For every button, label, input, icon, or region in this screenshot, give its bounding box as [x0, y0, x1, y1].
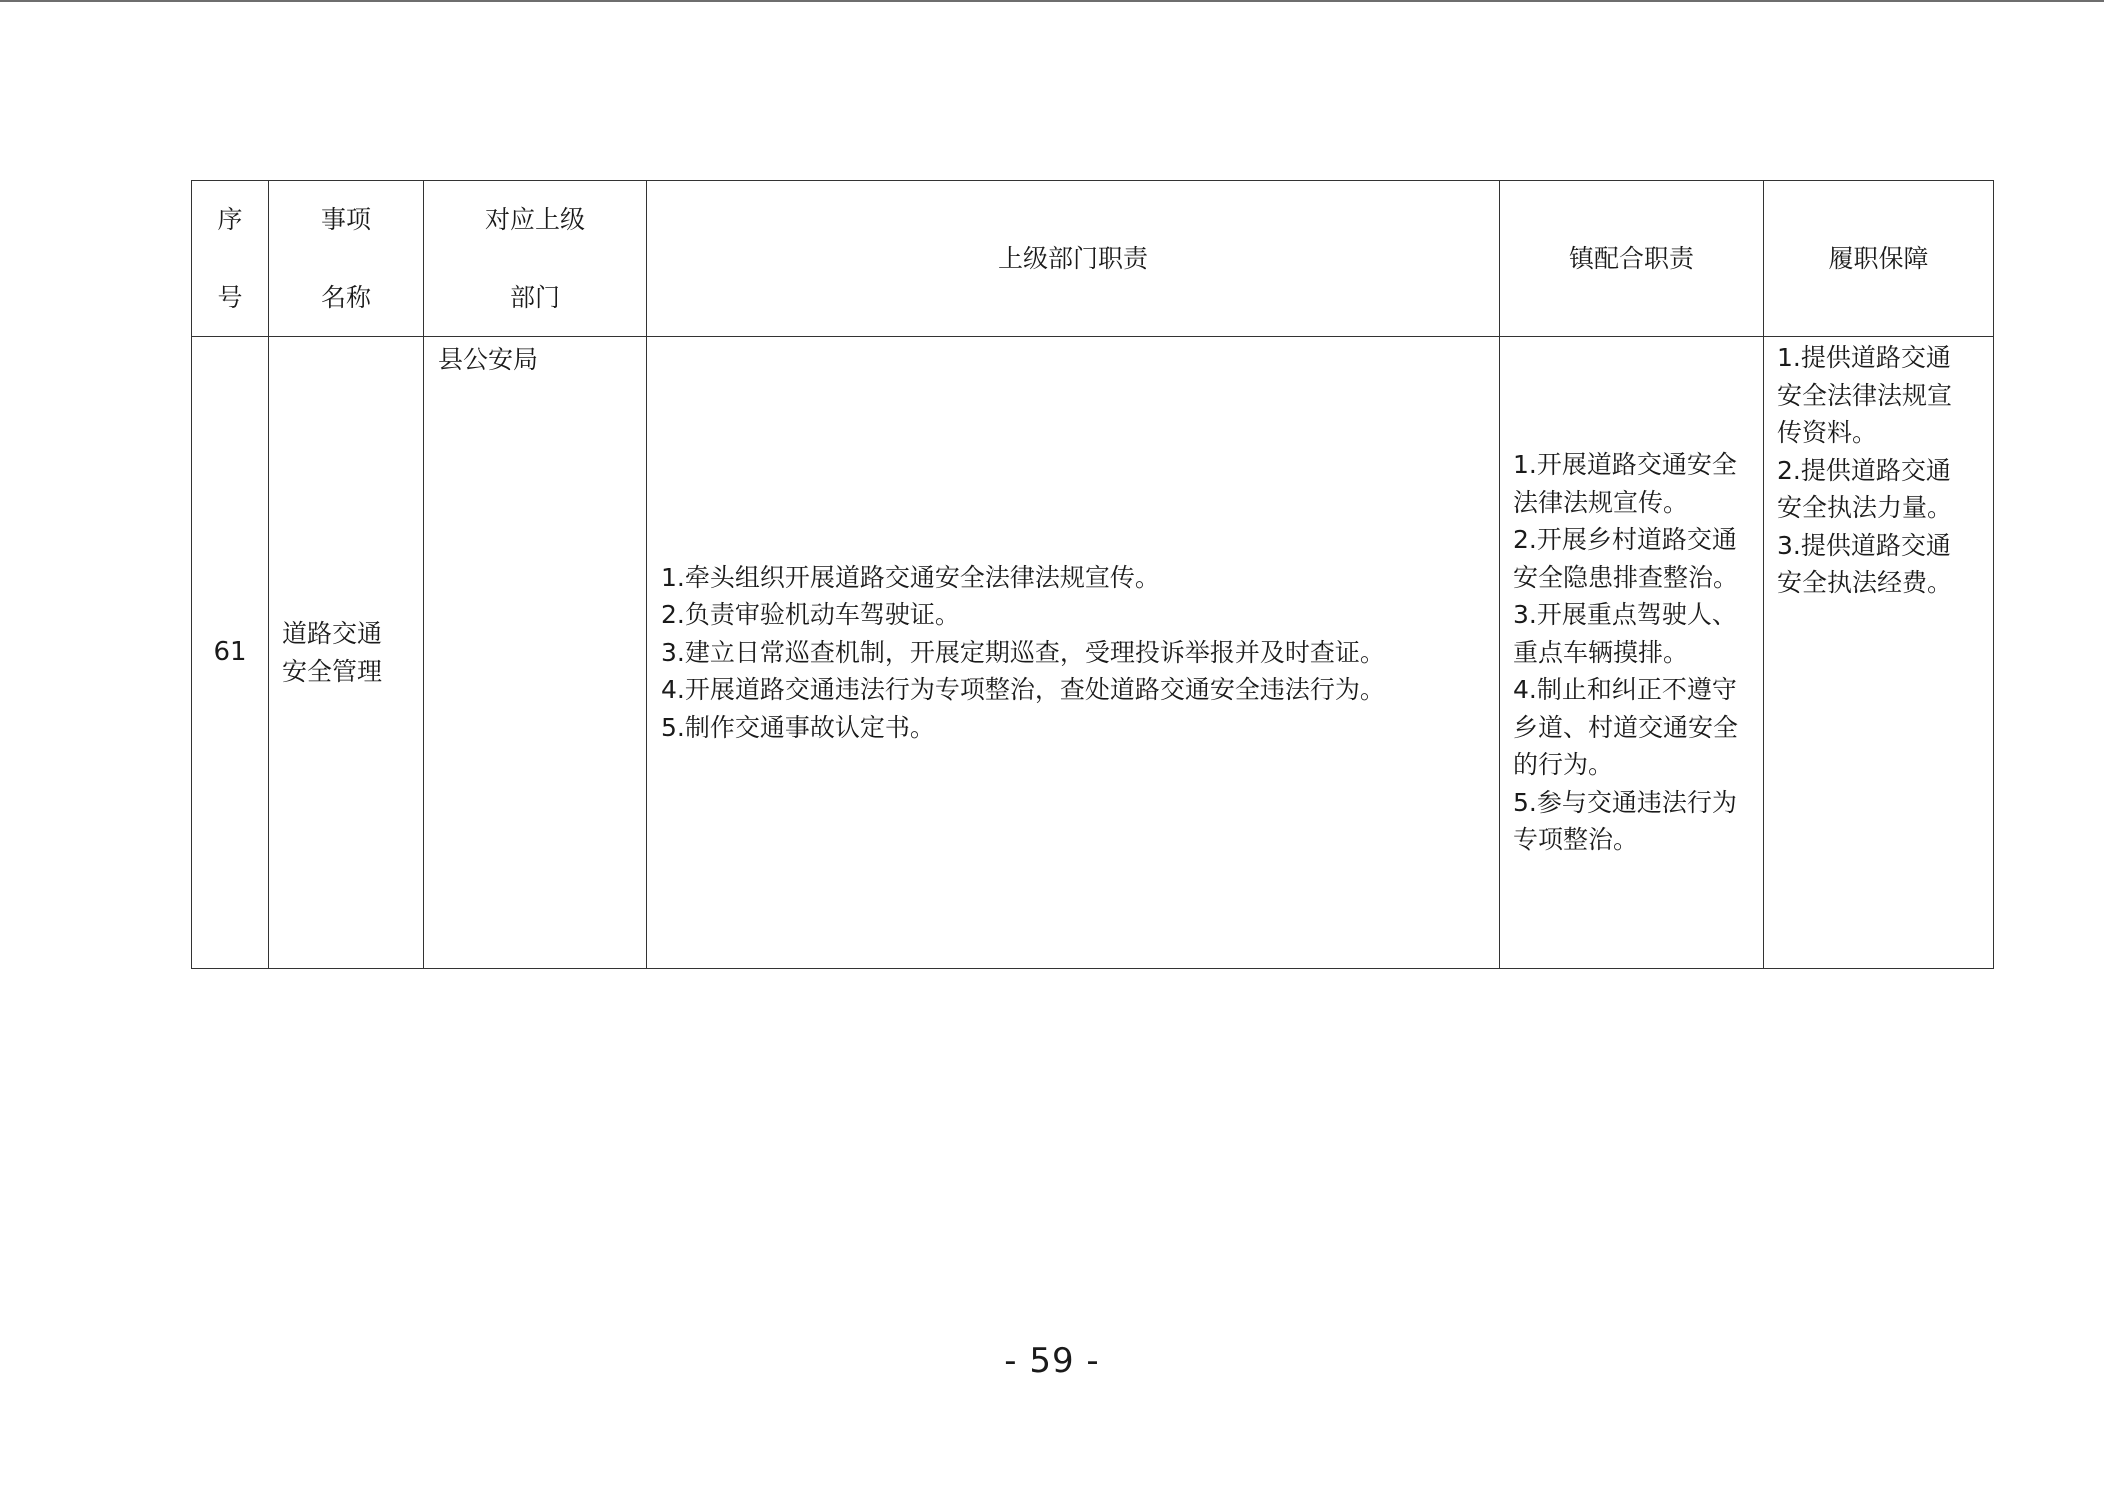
- town-duty-line: 专项整治。: [1513, 825, 1639, 855]
- header-item-name-line-2: 名称: [320, 282, 371, 312]
- top-border-line: [0, 0, 2104, 2]
- guarantee-line: 2.提供道路交通: [1777, 455, 1951, 485]
- town-duty-line: 安全隐患排查整治。: [1513, 562, 1739, 592]
- cell-item-name: [269, 337, 424, 969]
- header-upper-duties: [647, 181, 1500, 337]
- item-name-line: 安全管理: [282, 656, 383, 686]
- town-duty-line: 1.开展道路交通安全: [1513, 450, 1737, 480]
- seq-number: 61: [213, 637, 247, 668]
- town-duty-line: 2.开展乡村道路交通: [1513, 525, 1737, 555]
- table-header-row: [192, 181, 1994, 337]
- upper-dept-name: 县公安局: [438, 345, 539, 374]
- header-town-duties: [1500, 181, 1764, 337]
- header-upper-duties-label: 上级部门职责: [997, 243, 1148, 273]
- town-duty-line: 乡道、村道交通安全: [1513, 712, 1739, 742]
- cell-town-duties: [1500, 337, 1764, 969]
- duty-table: [191, 180, 1994, 969]
- guarantee-line: 安全法律法规宣: [1777, 380, 1953, 410]
- upper-duty-item: 3.建立日常巡查机制，开展定期巡查，受理投诉举报并及时查证。: [661, 637, 1385, 667]
- upper-duty-item: 1.牵头组织开展道路交通安全法律法规宣传。: [661, 562, 1160, 592]
- item-name-line: 道路交通: [282, 619, 383, 648]
- table-row: [192, 337, 1994, 969]
- guarantee-line: 安全执法经费。: [1777, 568, 1953, 597]
- header-item-name: [269, 181, 424, 337]
- header-upper-dept: [424, 181, 647, 337]
- header-seq-line-1: 序: [217, 205, 243, 234]
- town-duty-line: 5.参与交通违法行为: [1513, 787, 1737, 817]
- town-duty-line: 4.制止和纠正不遵守: [1513, 675, 1737, 705]
- header-upper-dept-line-1: 对应上级: [484, 205, 585, 234]
- header-seq: [192, 181, 269, 337]
- guarantee-line: 传资料。: [1777, 418, 1878, 447]
- guarantee-line: 1.提供道路交通: [1777, 343, 1951, 372]
- cell-upper-dept: [424, 337, 647, 969]
- town-duty-line: 法律法规宣传。: [1513, 487, 1689, 517]
- upper-duty-item: 2.负责审验机动车驾驶证。: [661, 600, 960, 630]
- cell-seq: [192, 337, 269, 969]
- town-duty-line: 的行为。: [1513, 750, 1614, 780]
- header-guarantee: [1764, 181, 1994, 337]
- cell-upper-duties: [647, 337, 1500, 969]
- header-item-name-line-1: 事项: [320, 205, 371, 234]
- header-town-duties-label: 镇配合职责: [1568, 243, 1694, 273]
- upper-duty-item: 4.开展道路交通违法行为专项整治，查处道路交通安全违法行为。: [661, 675, 1385, 705]
- cell-guarantee: [1764, 337, 1994, 969]
- guarantee-line: 安全执法力量。: [1777, 493, 1953, 522]
- upper-duty-item: 5.制作交通事故认定书。: [661, 712, 935, 742]
- page-number: - 59 -: [1004, 1341, 1100, 1381]
- town-duty-line: 重点车辆摸排。: [1513, 637, 1689, 667]
- header-seq-line-2: 号: [217, 282, 243, 312]
- header-upper-dept-line-2: 部门: [509, 282, 560, 312]
- header-guarantee-label: 履职保障: [1828, 243, 1929, 273]
- guarantee-line: 3.提供道路交通: [1777, 530, 1951, 560]
- town-duty-line: 3.开展重点驾驶人、: [1513, 600, 1737, 630]
